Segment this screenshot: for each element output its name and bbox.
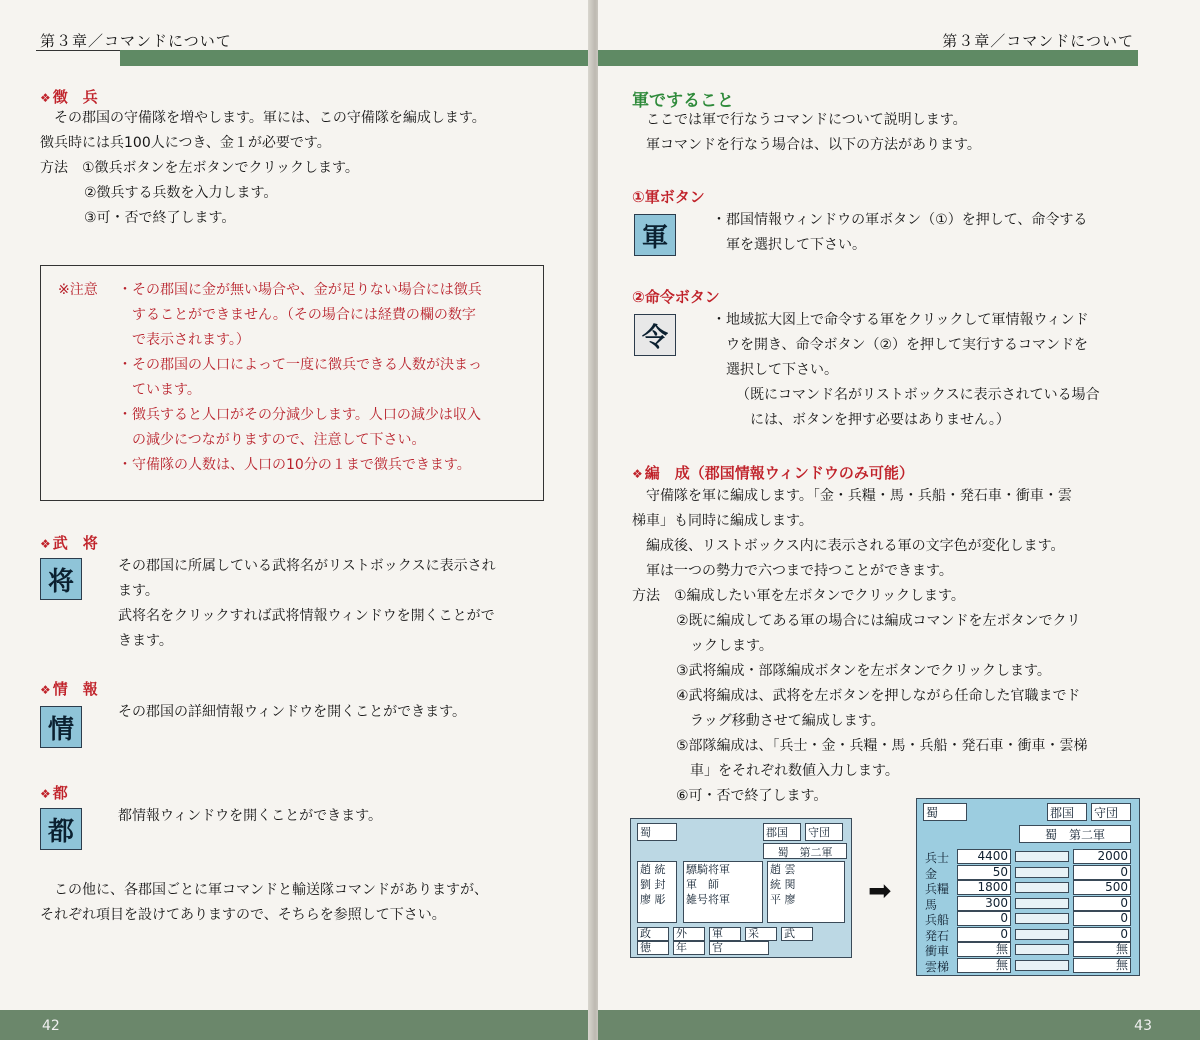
left-page [0, 0, 590, 1040]
unit-row-label: 馬 [925, 897, 938, 912]
unit-row-current-value: 50 [957, 865, 1011, 880]
unit-row-assigned-value[interactable]: 無 [1073, 958, 1131, 973]
jouhou-command-icon: 情 [40, 706, 82, 748]
stat-cell: 年 [673, 941, 705, 955]
diamond-icon: ❖ [40, 537, 51, 551]
screenshot-gun-window-before [630, 818, 852, 958]
unit-row-assigned-value[interactable]: 0 [1073, 911, 1131, 926]
stat-cell: 官 [709, 941, 769, 955]
unit-row-current-value: 1800 [957, 880, 1011, 895]
shudan-button[interactable]: 守団 [805, 823, 843, 841]
closing-paragraph: この他に、各郡国ごとに軍コマンドと輸送隊コマンドがありますが、 それぞれ項目を設けてありますので、そちらを参照して下さい。 [40, 882, 488, 923]
unit-row-slider[interactable] [1015, 898, 1069, 909]
jouhou-title: ❖ 情 報 [40, 680, 98, 698]
jouhou-body: その郡国の詳細情報ウィンドウを開くことができます。 [118, 704, 467, 720]
gun-button-desc: ・郡国情報ウィンドウの軍ボタン（①）を押して、命令する 軍を選択して下さい。 [712, 212, 1088, 253]
caution-label: ※注意 [58, 282, 98, 298]
left-page-number: 42 [42, 1018, 60, 1034]
gun-intro: ここでは軍で行なうコマンドについて説明します。 軍コマンドを行なう場合は、以下の方法があります。 [646, 112, 981, 153]
meirei-button-title: ②命令ボタン [632, 288, 720, 306]
window-title-cell: 蜀 [637, 823, 677, 841]
left-footer-bar [0, 1010, 590, 1040]
stat-cell: 徳 [637, 941, 669, 955]
miyako-body: 都情報ウィンドウを開くことができます。 [118, 808, 383, 824]
unit-row-label: 金 [925, 866, 938, 881]
choubei-body: その郡国の守備隊を増やします。軍には、この守備隊を編成します。 徴兵時には兵100人につき、金１が必要です。 方法 ①徴兵ボタンを左ボタンでクリックします。 ②徴兵する兵数を入力します。 ③可・否で終了します。 [40, 110, 486, 226]
right-header-bar [598, 50, 1138, 66]
stat-cell: 軍 [709, 927, 741, 941]
meirei-button-icon: 令 [634, 314, 676, 356]
unit-row-slider[interactable] [1015, 960, 1069, 971]
unit-row-assigned-value[interactable]: 0 [1073, 896, 1131, 911]
miyako-command-icon: 都 [40, 808, 82, 850]
unit-row-current-value: 無 [957, 958, 1011, 973]
unit-row-slider[interactable] [1015, 867, 1069, 878]
choubei-title: ❖ 徴 兵 [40, 88, 98, 106]
officer-list[interactable]: 趙 統 劉 封 廖 彫 [637, 861, 677, 923]
right-page-number: 43 [1134, 1018, 1152, 1034]
diamond-icon: ❖ [40, 787, 51, 801]
arrow-right-icon: ➡ [868, 874, 892, 907]
stat-cell: 外 [673, 927, 705, 941]
diamond-icon: ❖ [40, 91, 51, 105]
unit-row-label: 雲梯 [925, 959, 950, 974]
unit-row-current-value: 0 [957, 911, 1011, 926]
unit-row-label: 兵船 [925, 913, 950, 927]
unit-row-label: 兵糧 [925, 882, 950, 896]
meirei-button-desc: ・地域拡大図上で命令する軍をクリックして軍情報ウィンド ウを開き、命令ボタン（②）を押して実行するコマンドを 選択して下さい。 （既にコマンド名がリストボックスに表示されている場合 には、ボタンを押す必要はありません。） [712, 312, 1100, 428]
gunkoku-button[interactable]: 郡国 [1047, 803, 1087, 821]
unit-row-slider[interactable] [1015, 882, 1069, 893]
hensei-body: 守備隊を軍に編成します。「金・兵糧・馬・兵船・発石車・衝車・雲 梯車」も同時に編成します。 編成後、リストボックス内に表示される軍の文字色が変化します。 軍は一つの勢力で六つまで持つことができます。 方法 ①編成したい軍を左ボタンでクリックします。 ②既に編成してある軍の場合には編成コマンドを左ボタンでクリ ックします。 ③武将編成・部隊編成ボタンを左ボタンでクリックします。 ④武将編成は、武将を左ボタンを押しながら任命した官職までド ラッグ移動させて編成します。 ⑤部隊編成は、「兵士・金・兵糧・馬・兵船・発石車・衝車・雲梯 車」をそれぞれ数値入力します。 ⑥可・否で終了します。 [632, 488, 1088, 804]
unit-row-current-value: 無 [957, 942, 1011, 957]
miyako-title: ❖ 都 [40, 784, 68, 802]
unit-row-current-value: 4400 [957, 849, 1011, 864]
shudan-button[interactable]: 守団 [1091, 803, 1131, 821]
gunkoku-button[interactable]: 郡国 [763, 823, 801, 841]
left-header-bar [120, 50, 590, 66]
unit-row-slider[interactable] [1015, 851, 1069, 862]
unit-row-assigned-value[interactable]: 2000 [1073, 849, 1131, 864]
gun-section-title: 軍ですること [632, 91, 734, 111]
right-header-title: 第３章／コマンドについて [942, 32, 1134, 50]
screenshot-gun-window-after [916, 798, 1140, 976]
stat-cell: 政 [637, 927, 669, 941]
gun-button-icon: 軍 [634, 214, 676, 256]
hensei-title: ❖ 編 成（郡国情報ウィンドウのみ可能） [632, 464, 914, 482]
unit-row-assigned-value[interactable]: 0 [1073, 865, 1131, 880]
unit-row-current-value: 300 [957, 896, 1011, 911]
unit-row-assigned-value[interactable]: 0 [1073, 927, 1131, 942]
post-list[interactable]: 驃騎将軍 軍 師 雑号将軍 [683, 861, 763, 923]
army-name-cell: 蜀 第二軍 [1019, 825, 1131, 843]
unit-row-label: 兵士 [925, 851, 950, 865]
unit-row-slider[interactable] [1015, 929, 1069, 940]
window-title-cell: 蜀 [923, 803, 967, 821]
busho-title: ❖ 武 将 [40, 534, 98, 552]
army-name-cell: 蜀 第二軍 [763, 843, 847, 859]
diamond-icon: ❖ [632, 467, 643, 481]
unit-row-assigned-value[interactable]: 500 [1073, 880, 1131, 895]
busho-command-icon: 将 [40, 558, 82, 600]
left-header-title: 第３章／コマンドについて [40, 32, 232, 50]
unit-row-label: 衝車 [925, 944, 950, 958]
unit-row-slider[interactable] [1015, 944, 1069, 955]
unit-row-slider[interactable] [1015, 913, 1069, 924]
caution-lines: ・その郡国に金が無い場合や、金が足りない場合には徴兵 することができません。（その場合には経費の欄の数字 で表示されます。） ・その郡国の人口によって一度に徴兵できる人数が決まっ ています。 ・徴兵すると人口がその分減少します。人口の減少は収入 の減少につながりますので、注意して下さい。 ・守備隊の人数は、人口の10分の１まで徴兵できます。 [118, 282, 482, 473]
stat-cell: 武 [781, 927, 813, 941]
unit-row-current-value: 0 [957, 927, 1011, 942]
gun-button-title: ①軍ボタン [632, 188, 705, 206]
diamond-icon: ❖ [40, 683, 51, 697]
unit-row-label: 発石 [925, 928, 950, 943]
appointee-list[interactable]: 趙 雲 統 関 平 廖 [767, 861, 845, 923]
stat-cell: 采 [745, 927, 777, 941]
unit-row-assigned-value[interactable]: 無 [1073, 942, 1131, 957]
busho-body: その郡国に所属している武将名がリストボックスに表示され ます。 武将名をクリックすれば武将情報ウィンドウを開くことがで きます。 [118, 558, 496, 649]
right-footer-bar [598, 1010, 1200, 1040]
